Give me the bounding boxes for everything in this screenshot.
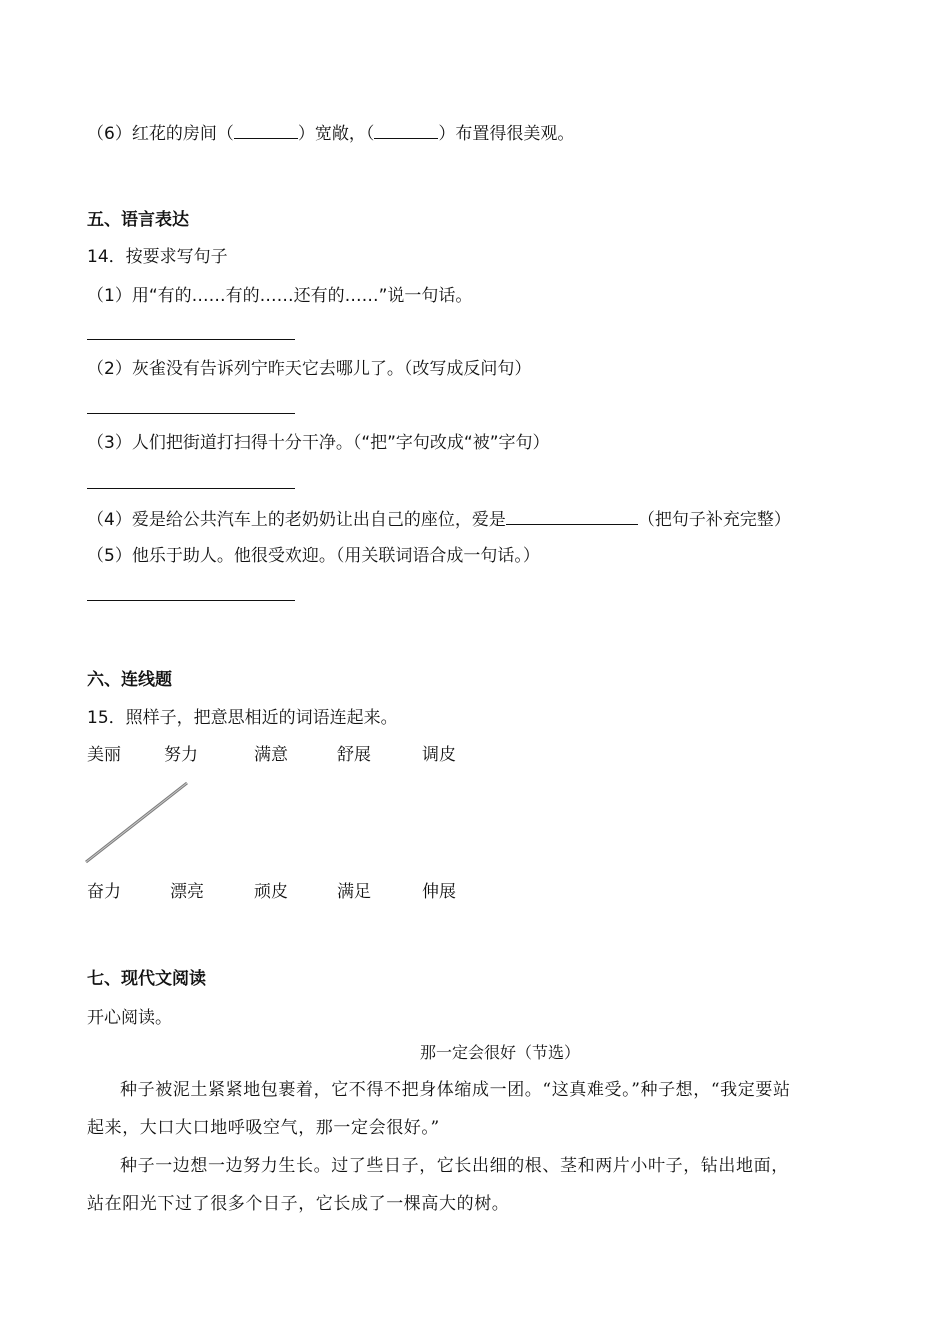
q6-blank-2[interactable] xyxy=(374,120,438,139)
q14-item-5: （5）他乐于助人。他很受欢迎。（用关联词语合成一句话。） xyxy=(87,546,540,566)
passage-line-4: 站在阳光下过了很多个日子，它长成了一棵高大的树。 xyxy=(87,1194,510,1214)
q14-answer-line-2[interactable] xyxy=(87,413,295,414)
q14-item-3: （3）人们把街道打扫得十分干净。（“把”字句改成“被”字句） xyxy=(87,433,550,453)
bottom-word-5[interactable]: 伸展 xyxy=(422,882,456,902)
bottom-word-1[interactable]: 奋力 xyxy=(87,882,121,902)
q6-blank-1[interactable] xyxy=(234,120,298,139)
q14-answer-line-3[interactable] xyxy=(87,488,295,489)
passage-line-2: 起来，大口大口地呼吸空气，那一定会很好。” xyxy=(87,1118,440,1138)
q14-item-4-blank[interactable] xyxy=(506,506,638,525)
bottom-word-2[interactable]: 漂亮 xyxy=(170,882,204,902)
top-word-4[interactable]: 舒展 xyxy=(337,745,371,765)
reading-intro: 开心阅读。 xyxy=(87,1008,172,1028)
q14-item-4 xyxy=(87,506,791,532)
passage-line-1: 种子被泥土紧紧地包裹着，它不得不把身体缩成一团。“这真难受。”种子想，“我定要站 xyxy=(120,1080,791,1100)
q14-answer-line-5[interactable] xyxy=(87,600,295,601)
top-word-1[interactable]: 美丽 xyxy=(87,745,121,765)
q14-item-4-prefix: （4）爱是给公共汽车上的老奶奶让出自己的座位，爱是 xyxy=(87,510,506,530)
q14-title: 14．按要求写句子 xyxy=(87,247,228,267)
section7-heading: 七、现代文阅读 xyxy=(87,969,206,989)
q6-line xyxy=(87,120,574,146)
q6-prefix: （6）红花的房间（ xyxy=(87,124,234,144)
q14-item-4-suffix: （把句子补充完整） xyxy=(637,510,791,530)
q15-title: 15．照样子，把意思相近的词语连起来。 xyxy=(87,708,398,728)
top-word-5[interactable]: 调皮 xyxy=(422,745,456,765)
bottom-word-4[interactable]: 满足 xyxy=(337,882,371,902)
passage-title: 那一定会很好（节选） xyxy=(419,1043,580,1062)
section6-heading: 六、连线题 xyxy=(87,670,172,690)
example-line-highlight xyxy=(86,783,187,862)
passage-line-3: 种子一边想一边努力生长。过了些日子，它长出细的根、茎和两片小叶子，钻出地面， xyxy=(120,1156,789,1176)
q14-item-1: （1）用“有的……有的……还有的……”说一句话。 xyxy=(87,286,473,306)
top-word-3[interactable]: 满意 xyxy=(254,745,288,765)
bottom-word-3[interactable]: 顽皮 xyxy=(254,882,288,902)
q6-mid: ）宽敞，（ xyxy=(297,124,375,144)
example-connector-line xyxy=(80,775,200,870)
top-word-2[interactable]: 努力 xyxy=(164,745,198,765)
section5-heading: 五、语言表达 xyxy=(87,210,189,230)
q14-item-2: （2）灰雀没有告诉列宁昨天它去哪儿了。（改写成反问句） xyxy=(87,359,532,379)
q6-suffix: ）布置得很美观。 xyxy=(438,124,575,144)
q14-answer-line-1[interactable] xyxy=(87,339,295,340)
